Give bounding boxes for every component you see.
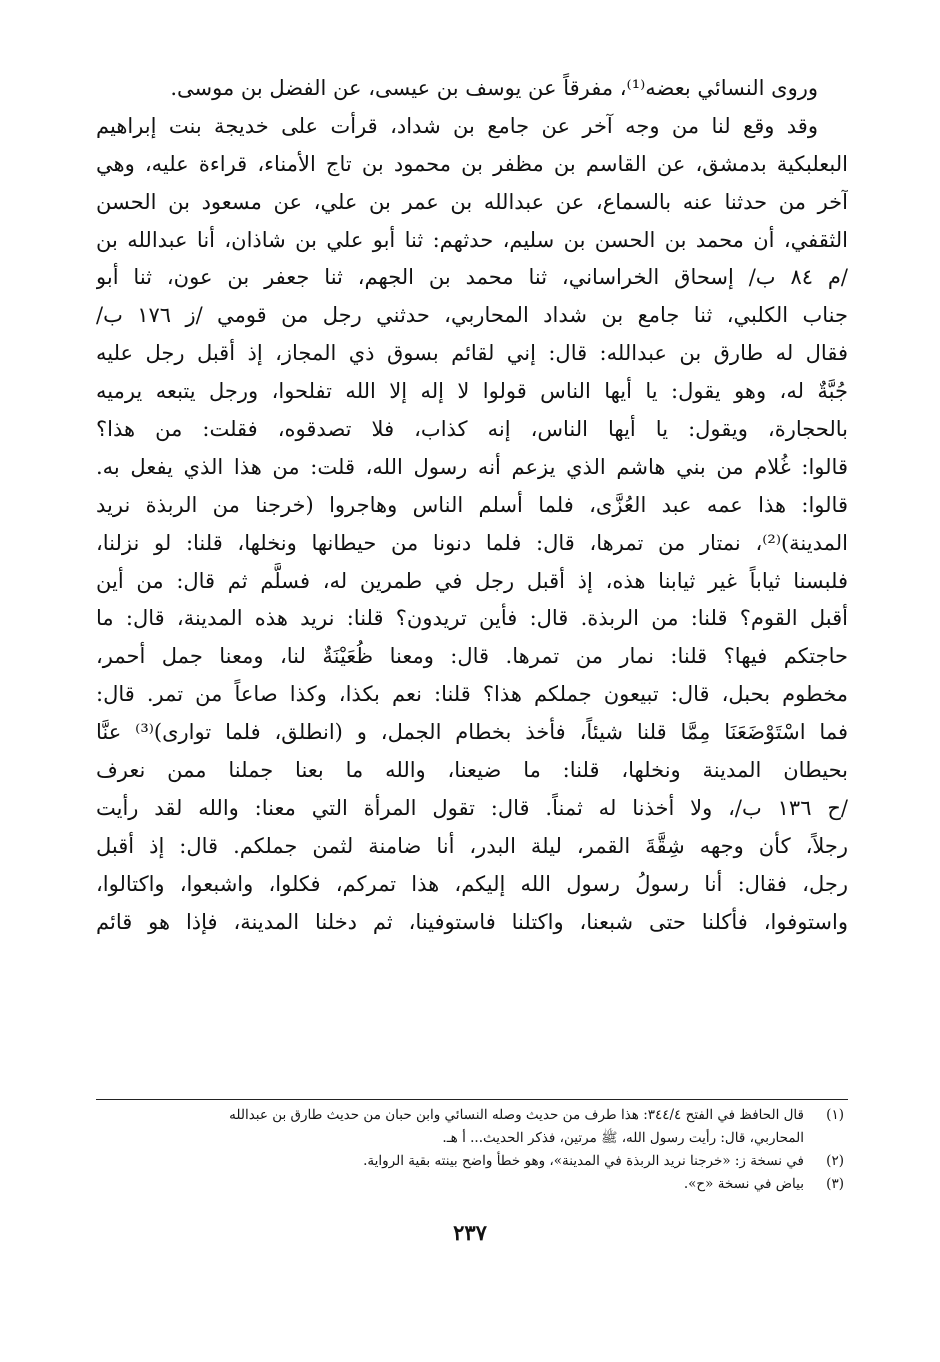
footnote-number: (٣) [826, 1176, 844, 1192]
text-line: قالوا: هذا عمه عبد العُزَّى، فلما أسلم الناس وهاجروا (خرجنا من الربذة نريد [96, 492, 848, 517]
text-line: البعلبكية بدمشق، عن القاسم بن مظفر بن محمود بن تاج الأمناء، قراءة عليه، وهي [96, 151, 848, 176]
footnote-number: (١) [826, 1107, 844, 1123]
text-line: آخر من حدثنا عنه بالسماع، عن عبدالله بن عمر بن علي، عن مسعود بن الحسن [96, 189, 848, 214]
footnote-number: (٢) [826, 1153, 844, 1169]
text-line: أقبل القوم؟ قلنا: من الربذة. قال: فأين تريدون؟ قلنا: نريد هذه المدينة، قال: ما [96, 606, 848, 631]
text-line: قالوا: غُلام من بني هاشم الذي يزعم أنه رسول الله، قلت: من هذا الذي يفعل به. [96, 454, 848, 479]
text-line: جناب الكلبي، ثنا جامع بن شداد المحاربي، حدثني رجل من قومي /ز ١٧٦ ب/ [96, 303, 848, 328]
text-line: الثقفي، أن محمد بن الحسن بن سليم، حدثهم: ثنا أبو علي بن شاذان، أنا عبدالله بن [96, 227, 848, 252]
footnote-2 [96, 1150, 848, 1173]
footnote-text: المحاربي، قال: رأيت رسول الله، ﷺ مرتين، فذكر الحديث... أ هـ. [442, 1130, 804, 1146]
footnote-3 [96, 1173, 848, 1196]
page-number: ٢٣٧ [453, 1220, 487, 1245]
text-line: بالحجارة، ويقول: يا أيها الناس، إنه كذاب، فلا تصدقوه، فقلت: من هذا؟ [96, 417, 848, 442]
footnote-1 [96, 1104, 848, 1127]
text-line: بحيطان المدينة ونخلها، قلنا: ما ضيعنا، والله ما بعنا جملنا ممن نعرف [96, 758, 848, 783]
text-line: المدينة)⁽²⁾، نمتار من تمرها، قال: فلما دنونا من حيطانها ونخلها، قلنا: لو نزلنا، [96, 530, 848, 555]
text-line: رجلاً، كأن وجهه شِقَّةَ القمر، ليلة البدر، أنا ضامنة لثمن جملكم. قال: إذ أقبل [96, 833, 848, 858]
footnote-text: بياض في نسخة «ح». [683, 1176, 804, 1192]
text-line: وروى النسائي بعضه⁽¹⁾، مفرقاً عن يوسف بن عيسى، عن الفضل بن موسى. [170, 76, 818, 100]
footnote-divider [96, 1099, 848, 1100]
footnote-1-continuation [96, 1127, 848, 1150]
text-line: وقد وقع لنا من وجه آخر عن جامع بن شداد، قرأت على خديجة بنت إبراهيم [96, 113, 818, 138]
text-line: حاجتكم فيها؟ قلنا: نمار من تمرها. قال: ومعنا ظُعَيْنَةٌ لنا، ومعنا جمل أحمر، [96, 644, 848, 669]
main-text [96, 70, 848, 941]
text-line: رجل، فقال: أنا رسولُ رسول الله إليكم، هذا تمركم، فكلوا، واشبعوا، واكتالوا، [96, 871, 848, 896]
text-line: جُبَّةٌ له، وهو يقول: يا أيها الناس قولوا لا إله إلا الله تفلحوا، ورجل يتبعه يرميه [96, 379, 848, 404]
text-line: /م ٨٤ ب/ إسحاق الخراساني، ثنا محمد بن الجهم، ثنا جعفر بن عون، ثنا أبو [96, 265, 848, 290]
text-line: فقال له طارق بن عبدالله: قال: إني لقائم بسوق ذي المجاز، إذ أقبل رجل عليه [96, 341, 848, 366]
footnote-text: في نسخة ز: «خرجنا نريد الربذة في المدينة»، وهو خطأ واضح بينته بقية الرواية. [363, 1153, 804, 1169]
text-line: مخطوم بحبل، قال: تبيعون جملكم هذا؟ قلنا: نعم بكذا، وكذا صاعاً من تمر. قال: [96, 682, 848, 707]
text-line: واستوفوا، فأكلنا حتى شبعنا، واكتلنا فاستوفينا، ثم دخلنا المدينة، فإذا هو قائم [96, 909, 848, 934]
footnote-text: قال الحافظ في الفتح ٣٤٤/٤: هذا طرف من حديث وصله النسائي وابن حبان من حديث طارق بن عبدالله [229, 1107, 804, 1123]
text-line: /ح ١٣٦ ب/، ولا أخذنا له ثمناً. قال: تقول المرأة التي معنا: والله لقد رأيت [96, 795, 848, 820]
text-line: فما اسْتَوْضَعَنَا مِمَّا قلنا شيئاً، فأخذ بخطام الجمل، و (انطلق، فلما توارى)⁽³⁾ عنَّا [96, 720, 848, 745]
text-line: فلبسنا ثياباً غير ثيابنا هذه، إذ أقبل رجل في طمرين له، فسلَّم ثم قال: من أين [96, 568, 848, 593]
footnotes [96, 1104, 848, 1196]
